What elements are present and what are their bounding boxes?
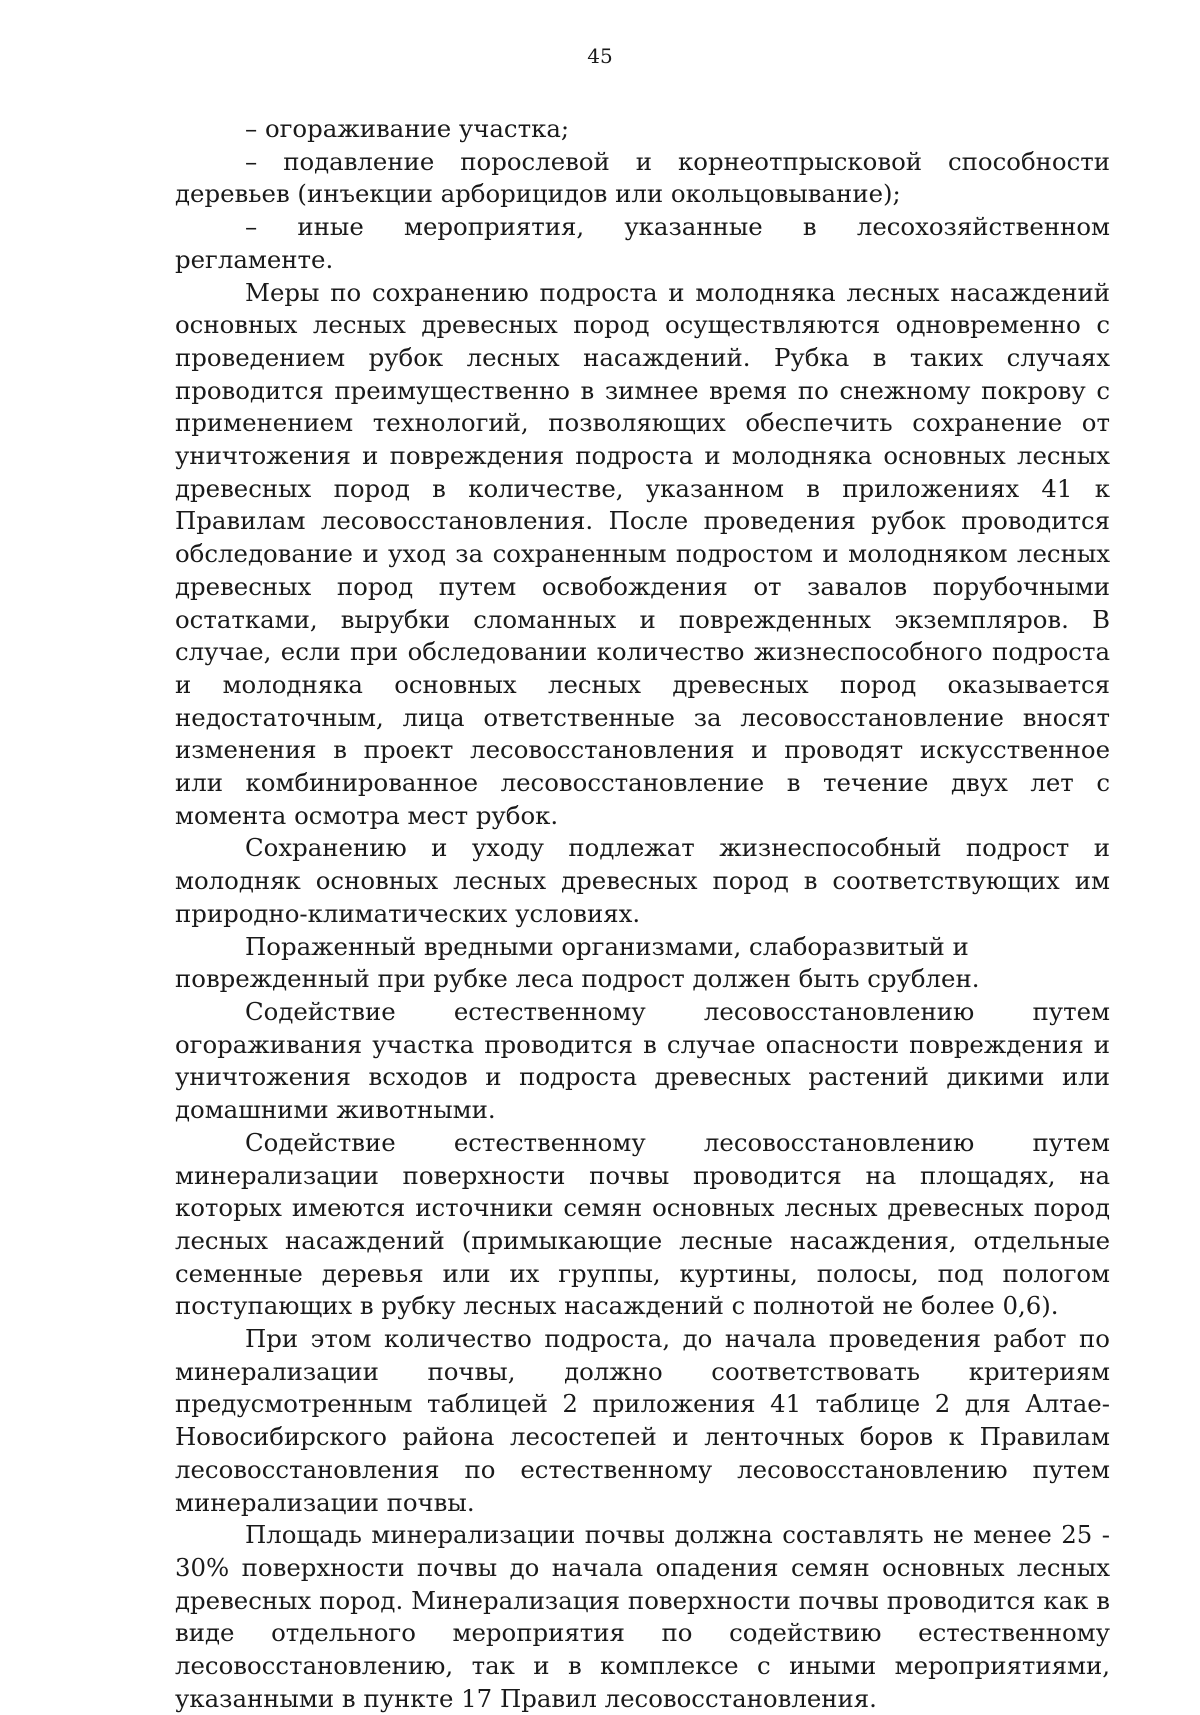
document-body <box>175 113 1110 1715</box>
paragraph-soil-mineralization: Содействие естественному лесовосстановлению путем минерализации поверхности почвы проводится на площадях, на которых имеются источники семян основных лесных древесных пород лесных насаждений (примыкающие лесные насаждения, отдельные семенные деревья или их группы, куртины, полосы, под пологом поступающих в рубку лесных насаждений с полнотой не более 0,6). <box>175 1127 1110 1321</box>
paragraph-fencing-assistance: Содействие естественному лесовосстановлению путем огораживания участка проводится в случае опасности повреждения и уничтожения всходов и подроста древесных растений дикими или домашними животными. <box>175 996 1110 1125</box>
paragraph-fencing-item: – огораживание участка; <box>245 114 570 143</box>
paragraph-preservation-measures: Меры по сохранению подроста и молодняка лесных насаждений основных лесных древесных пород осуществляются одновременно с проведением рубок лесных насаждений. Рубка в таких случаях проводится преимущественно в зимнее время по снежному покрову с применением технологий, позволяющих обеспечить сохранение от уничтожения и повреждения подроста и молодняка основных лесных древесных пород в количестве, указанном в приложениях 41 к Правилам лесовосстановления. После проведения рубок проводится обследование и уход за сохраненным подростом и молодняком лесных древесных пород путем освобождения от завалов порубочными остатками, вырубки сломанных и поврежденных экземпляров. В случае, если при обследовании количество жизнеспособного подроста и молодняка основных лесных древесных пород оказывается недостаточным, лица ответственные за лесовосстановление вносят изменения в проект лесовосстановления и проводят искусственное или комбинированное лесовосстановление в течение двух лет с момента осмотра мест рубок. <box>175 277 1110 830</box>
paragraph-undergrowth-criteria: При этом количество подроста, до начала проведения работ по минерализации почвы, должно соответствовать критериям предусмотренным таблицей 2 приложения 41 таблице 2 для Алтае-Новосибирского района лесостепей и ленточных боров к Правилам лесовосстановления по естественному лесовосстановлению путем минерализации почвы. <box>175 1324 1110 1517</box>
paragraph-viable-undergrowth: Сохранению и уходу подлежат жизнеспособный подрост и молодняк основных лесных древесных пород в соответствующих им природно-климатических условиях. <box>175 833 1110 928</box>
paragraph-suppression-item: – подавление порослевой и корнеотпрысковой способности деревьев (инъекции арборицидов или окольцовывание); <box>175 146 1110 209</box>
paragraph-mineralization-area: Площадь минерализации почвы должна составлять не менее 25 - 30% поверхности почвы до начала опадения семян основных лесных древесных пород. Минерализация поверхности почвы проводится как в виде отдельного мероприятия по содействию естественному лесовосстановлению, так и в комплексе с иными мероприятиями, указанными в пункте 17 Правил лесовосстановления. <box>175 1520 1110 1713</box>
paragraph-damaged-undergrowth: Пораженный вредными организмами, слаборазвитый и поврежденный при рубке леса подрост должен быть срублен. <box>175 931 980 994</box>
page-number: 45 <box>587 44 613 68</box>
paragraph-other-measures-item: – иные мероприятия, указанные в лесохозяйственном регламенте. <box>175 212 1110 274</box>
